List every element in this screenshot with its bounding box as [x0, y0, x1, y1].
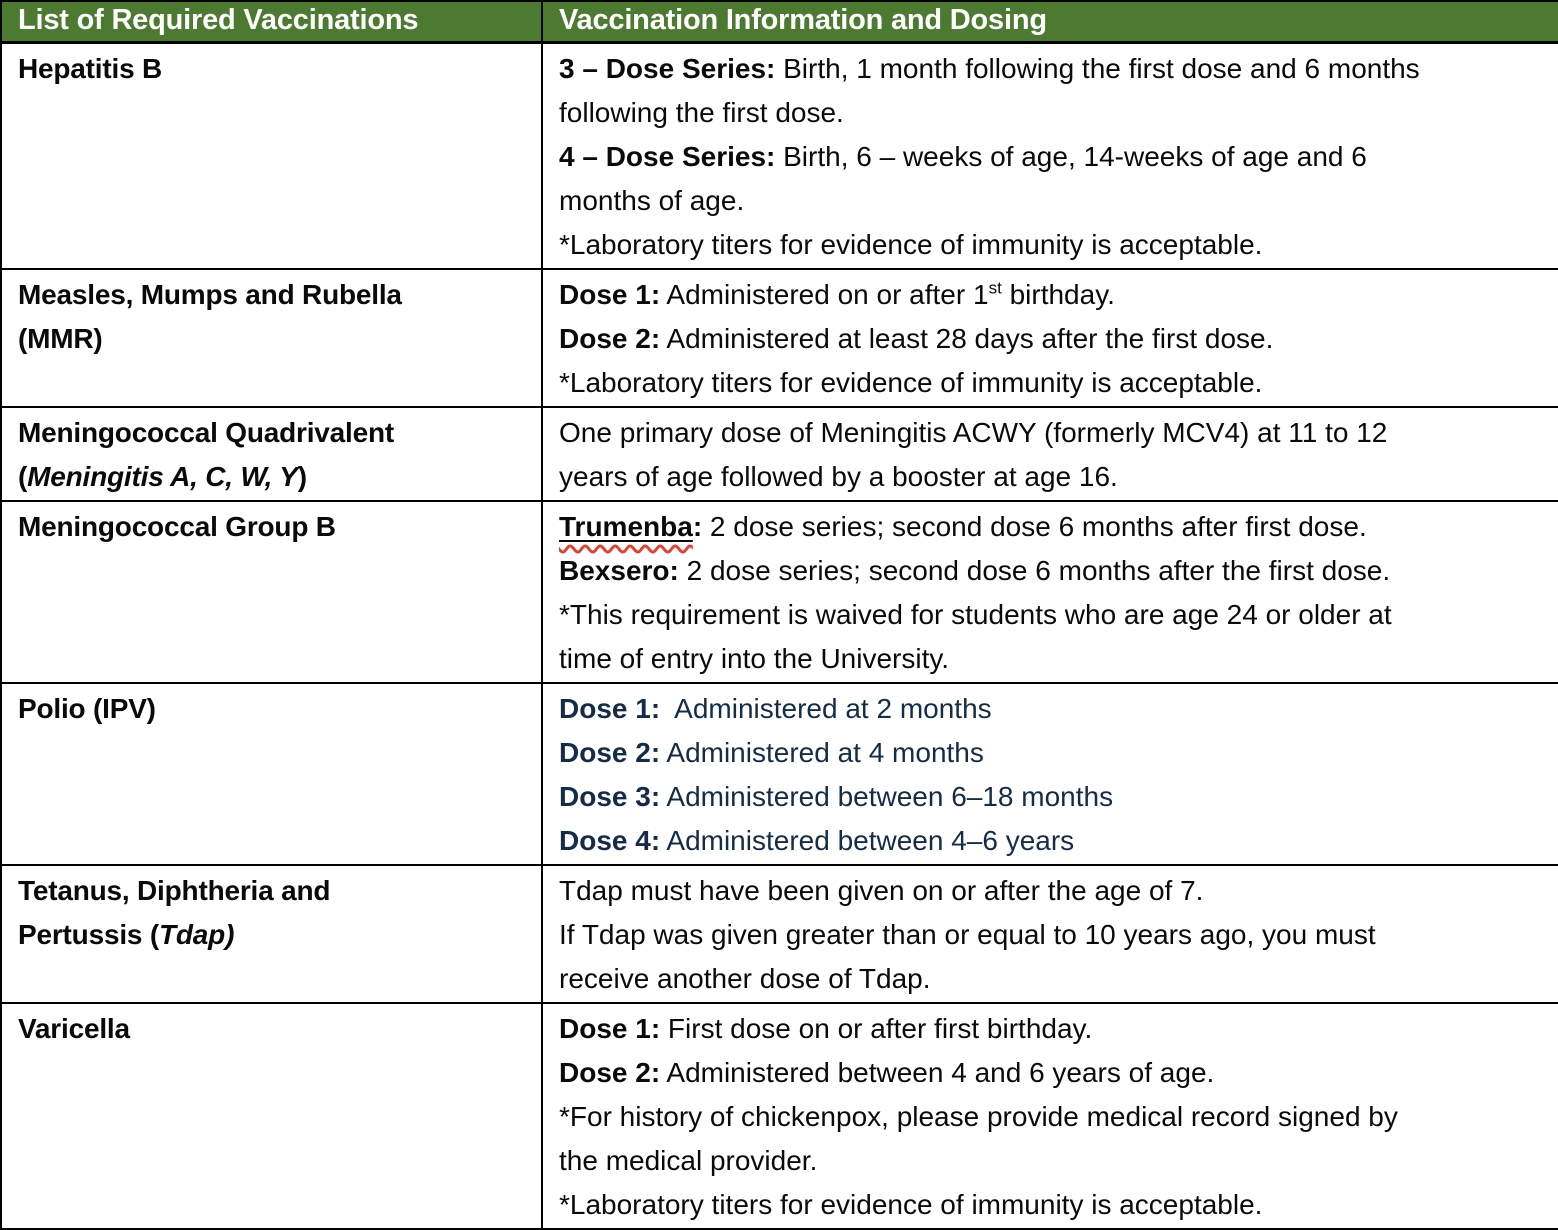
text-line: [559, 135, 1548, 179]
text-line: [559, 1007, 1548, 1051]
vaccine-row: [1, 407, 1558, 501]
text-segment: (MMR): [18, 322, 103, 354]
text-segment: Dose 2:: [559, 1056, 661, 1088]
text-segment: following the first dose.: [559, 96, 844, 128]
dosing-info-cell: [542, 865, 1558, 1003]
dosing-info-cell: [542, 407, 1558, 501]
vaccine-row: [1, 683, 1558, 865]
text-segment: 4 – Dose Series:: [559, 140, 776, 172]
text-segment: Bexsero:: [559, 554, 679, 586]
text-segment: Measles, Mumps and Rubella: [18, 278, 402, 310]
text-segment: Pertussis (: [18, 918, 159, 950]
vaccinations-table-body: [1, 42, 1558, 1229]
text-line: [559, 91, 1548, 135]
text-line: [559, 957, 1548, 1001]
text-line: [18, 913, 531, 957]
text-segment: First dose on or after first birthday.: [660, 1012, 1093, 1044]
vaccine-name-cell: [1, 407, 542, 501]
text-segment: Administered on or after 1: [660, 278, 989, 310]
vaccine-row: [1, 269, 1558, 407]
text-line: [559, 593, 1548, 637]
spellcheck-wavy-underline: [559, 511, 693, 542]
text-segment: Tetanus, Diphtheria and: [18, 874, 331, 906]
text-segment: Administered at 2 months: [660, 692, 992, 724]
text-segment: Administered between 6–18 months: [660, 780, 1114, 812]
text-segment: ): [297, 460, 307, 492]
text-segment: Birth, 1 month following the first dose and 6 months: [775, 52, 1420, 84]
dosing-info-cell: [542, 269, 1558, 407]
text-line: [559, 317, 1548, 361]
text-line: [18, 505, 531, 549]
text-line: [18, 455, 531, 499]
text-segment: receive another dose of Tdap.: [559, 962, 931, 994]
dosing-info-cell: [542, 42, 1558, 269]
text-line: [18, 317, 531, 361]
text-segment: Dose 2:: [559, 322, 661, 354]
text-segment: Administered between 4 and 6 years of age.: [660, 1056, 1215, 1088]
text-line: [18, 273, 531, 317]
text-segment: If Tdap was given greater than or equal to 10 years ago, you must: [559, 918, 1376, 950]
table-header-row: [1, 1, 1558, 42]
dosing-info-cell: [542, 1003, 1558, 1229]
text-line: [559, 687, 1548, 731]
text-segment: Polio (IPV): [18, 692, 156, 724]
text-line: [559, 819, 1548, 863]
text-line: [559, 179, 1548, 223]
text-segment: *Laboratory titers for evidence of immunity is acceptable.: [559, 228, 1263, 260]
vaccine-name-cell: [1, 269, 542, 407]
text-segment: Hepatitis B: [18, 52, 163, 84]
text-segment: One primary dose of Meningitis ACWY (formerly MCV4) at 11 to 12: [559, 416, 1388, 448]
text-line: [559, 273, 1548, 317]
text-line: [559, 775, 1548, 819]
text-line: [559, 637, 1548, 681]
text-segment: Meningococcal Group B: [18, 510, 336, 542]
text-line: [559, 455, 1548, 499]
vaccine-row: [1, 1003, 1558, 1229]
text-segment: Dose 1:: [559, 692, 661, 724]
text-segment: Administered between 4–6 years: [660, 824, 1075, 856]
text-segment: Dose 2:: [559, 736, 661, 768]
vaccine-name-cell: [1, 501, 542, 683]
text-segment: st: [988, 278, 1002, 298]
text-segment: Trumenba: [559, 510, 693, 542]
text-segment: *Laboratory titers for evidence of immunity is acceptable.: [559, 366, 1263, 398]
text-line: [18, 687, 531, 731]
text-segment: months of age.: [559, 184, 745, 216]
text-segment: 3 – Dose Series:: [559, 52, 776, 84]
text-line: [559, 869, 1548, 913]
text-segment: Meningitis A, C, W, Y: [27, 460, 298, 492]
text-line: [18, 411, 531, 455]
text-segment: *This requirement is waived for students who are age 24 or older at: [559, 598, 1392, 630]
text-segment: Tdap): [158, 918, 235, 950]
text-line: [559, 731, 1548, 775]
vaccine-row: [1, 865, 1558, 1003]
text-line: [18, 47, 531, 91]
text-line: [559, 505, 1548, 549]
text-segment: *Laboratory titers for evidence of immunity is acceptable.: [559, 1188, 1263, 1220]
text-line: [559, 549, 1548, 593]
text-line: [18, 1007, 531, 1051]
vaccine-row: [1, 501, 1558, 683]
text-line: [559, 1051, 1548, 1095]
text-segment: Tdap must have been given on or after the age of 7.: [559, 874, 1204, 906]
text-segment: Birth, 6 – weeks of age, 14-weeks of age and 6: [775, 140, 1367, 172]
text-line: [559, 1183, 1548, 1227]
vaccine-name-cell: [1, 1003, 542, 1229]
vaccine-row: [1, 42, 1558, 269]
text-line: [559, 361, 1548, 405]
text-line: [559, 913, 1548, 957]
text-segment: Dose 1:: [559, 1012, 661, 1044]
header-cell-vaccination-info-dosing: Vaccination Information and Dosing: [542, 1, 1558, 42]
text-segment: birthday.: [1001, 278, 1115, 310]
vaccine-name-cell: [1, 865, 542, 1003]
text-segment: years of age followed by a booster at age 16.: [559, 460, 1118, 492]
text-line: [559, 1095, 1548, 1139]
vaccine-name-cell: [1, 683, 542, 865]
text-line: [559, 1139, 1548, 1183]
text-segment: 2 dose series; second dose 6 months after the first dose.: [678, 554, 1391, 586]
vaccine-name-cell: [1, 42, 542, 269]
text-segment: :: [692, 510, 703, 542]
text-segment: time of entry into the University.: [559, 642, 950, 674]
text-line: [559, 223, 1548, 267]
text-line: [559, 47, 1548, 91]
text-segment: Meningococcal Quadrivalent: [18, 416, 394, 448]
text-segment: *For history of chickenpox, please provide medical record signed by: [559, 1100, 1398, 1132]
text-line: [559, 411, 1548, 455]
text-segment: 2 dose series; second dose 6 months after first dose.: [702, 510, 1367, 542]
text-segment: Dose 3:: [559, 780, 661, 812]
text-segment: Dose 4:: [559, 824, 661, 856]
text-segment: the medical provider.: [559, 1144, 818, 1176]
header-cell-required-vaccinations: List of Required Vaccinations: [1, 1, 542, 42]
text-segment: (: [18, 460, 28, 492]
dosing-info-cell: [542, 501, 1558, 683]
text-segment: Varicella: [18, 1012, 130, 1044]
text-line: [18, 869, 531, 913]
text-segment: Administered at least 28 days after the first dose.: [660, 322, 1274, 354]
dosing-info-cell: [542, 683, 1558, 865]
text-segment: Administered at 4 months: [660, 736, 984, 768]
text-segment: Dose 1:: [559, 278, 661, 310]
